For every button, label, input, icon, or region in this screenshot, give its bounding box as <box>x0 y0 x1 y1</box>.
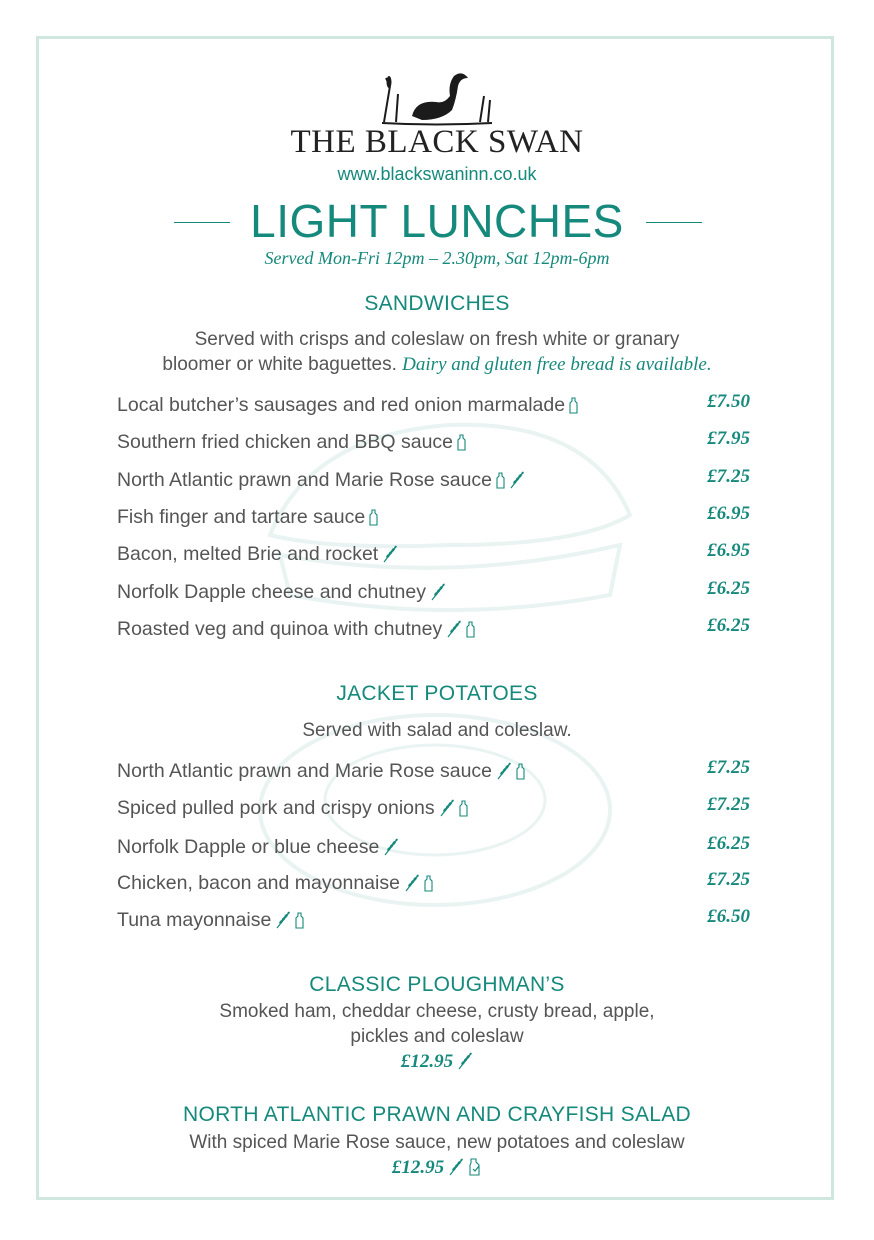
item-name: Fish finger and tartare sauce <box>117 506 366 528</box>
item-price: £7.95 <box>707 428 750 449</box>
wheat-icon <box>383 838 399 862</box>
dairy-icon <box>468 1158 482 1181</box>
bottle-icon <box>466 621 475 644</box>
salad-price-row <box>0 1157 874 1181</box>
item-name: Roasted veg and quinoa with chutney <box>117 618 443 640</box>
salad-description: With spiced Marie Rose sauce, new potatoes and coleslaw <box>189 1132 685 1153</box>
ploughmans-description <box>0 999 874 1049</box>
wheat-icon <box>496 762 512 786</box>
swan-logo-icon <box>376 66 498 126</box>
wheat-icon <box>446 620 462 644</box>
item-price: £6.25 <box>707 615 750 636</box>
item-name: Norfolk Dapple cheese and chutney <box>117 581 426 603</box>
item-name: Tuna mayonnaise <box>117 909 272 931</box>
bottle-icon <box>295 912 304 935</box>
item-name: Spiced pulled pork and crispy onions <box>117 797 435 819</box>
sandwich-item <box>117 394 578 420</box>
jackets-description: Served with salad and coleslaw. <box>302 720 572 741</box>
bottle-icon <box>459 800 468 823</box>
item-price: £7.25 <box>707 757 750 778</box>
wheat-icon <box>275 911 291 935</box>
bottle-icon <box>424 875 433 898</box>
item-price: £7.50 <box>707 391 750 412</box>
dietary-note: Dairy and gluten free bread is available. <box>402 354 712 375</box>
item-price: £6.95 <box>707 540 750 561</box>
sandwich-item <box>117 506 378 532</box>
wheat-icon <box>404 874 420 898</box>
item-price: £7.25 <box>707 466 750 487</box>
item-price: £6.95 <box>707 503 750 524</box>
wheat-icon <box>448 1158 464 1181</box>
item-name: Local butcher’s sausages and red onion marmalade <box>117 394 566 416</box>
item-name: North Atlantic prawn and Marie Rose sauce <box>117 760 493 782</box>
sandwiches-desc-line2: bloomer or white baguettes. <box>162 354 397 375</box>
jacket-item <box>117 909 304 935</box>
wheat-icon <box>430 583 446 607</box>
menu-title: LIGHT LUNCHES <box>250 195 624 247</box>
item-name: Norfolk Dapple or blue cheese <box>117 836 380 858</box>
ploughmans-heading: CLASSIC PLOUGHMAN’S <box>309 973 565 996</box>
jacket-item <box>117 836 399 862</box>
ploughmans-price-row <box>0 1051 874 1075</box>
item-name: Chicken, bacon and mayonnaise <box>117 872 400 894</box>
sandwiches-desc-line1: Served with crisps and coleslaw on fresh white or granary <box>194 329 680 350</box>
item-name: Bacon, melted Brie and rocket <box>117 543 379 565</box>
website-link[interactable]: www.blackswaninn.co.uk <box>337 164 537 184</box>
item-price: £7.25 <box>707 869 750 890</box>
brand-name: THE BLACK SWAN <box>290 124 584 160</box>
sandwich-item <box>117 581 446 607</box>
serving-times: Served Mon-Fri 12pm – 2.30pm, Sat 12pm-6pm <box>264 248 610 268</box>
jackets-heading: JACKET POTATOES <box>336 682 538 705</box>
sandwich-item <box>117 618 475 644</box>
bottle-icon <box>516 763 525 786</box>
wheat-icon <box>509 471 525 495</box>
item-name: North Atlantic prawn and Marie Rose sauce <box>117 469 493 491</box>
sandwich-item <box>117 431 466 457</box>
item-price: £6.25 <box>707 833 750 854</box>
wheat-icon <box>457 1052 473 1075</box>
jacket-item <box>117 760 525 786</box>
sandwiches-heading: SANDWICHES <box>364 292 510 315</box>
sandwich-item <box>117 469 525 495</box>
sandwich-item <box>117 543 398 569</box>
bottle-icon <box>496 472 505 495</box>
jacket-item <box>117 797 468 823</box>
ploughmans-price: £12.95 <box>400 1051 454 1072</box>
bottle-icon <box>457 434 466 457</box>
bottle-icon <box>369 509 378 532</box>
jacket-item <box>117 872 433 898</box>
item-price: £6.25 <box>707 578 750 599</box>
item-name: Southern fried chicken and BBQ sauce <box>117 431 454 453</box>
item-price: £7.25 <box>707 794 750 815</box>
salad-heading: NORTH ATLANTIC PRAWN AND CRAYFISH SALAD <box>183 1103 691 1126</box>
wheat-icon <box>382 545 398 569</box>
bottle-icon <box>569 397 578 420</box>
sandwiches-description <box>0 327 874 377</box>
ploughmans-desc-line2: pickles and coleslaw <box>350 1026 524 1047</box>
item-price: £6.50 <box>707 906 750 927</box>
ploughmans-desc-line1: Smoked ham, cheddar cheese, crusty bread, apple, <box>219 1001 655 1022</box>
salad-price: £12.95 <box>391 1157 445 1178</box>
wheat-icon <box>439 799 455 823</box>
